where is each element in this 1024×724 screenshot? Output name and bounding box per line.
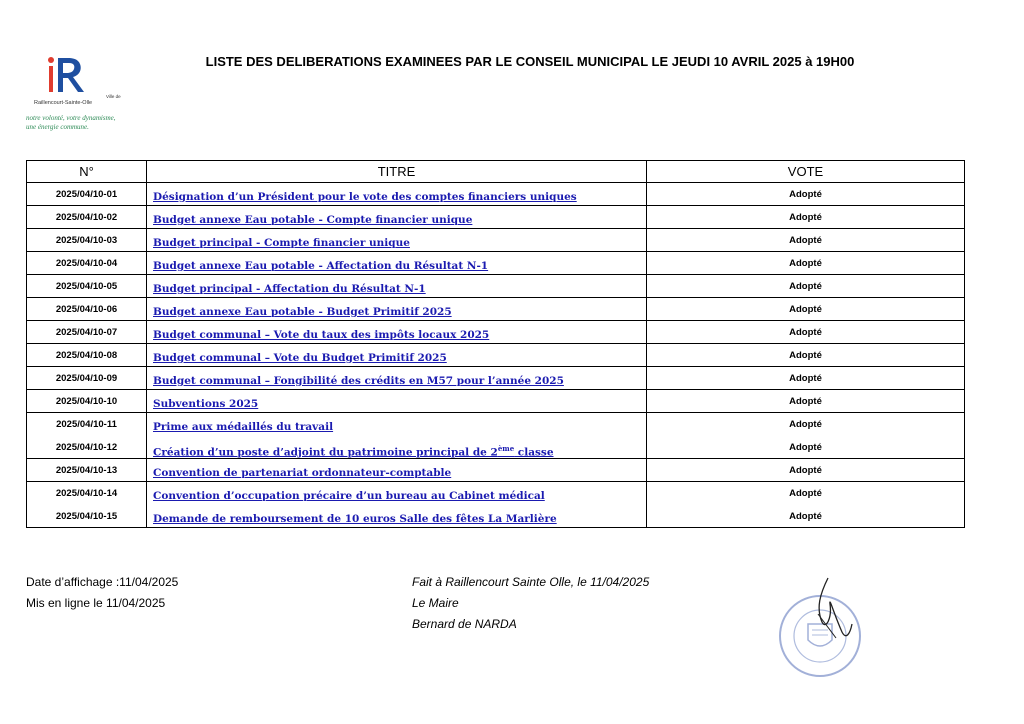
row-vote: Adopté bbox=[647, 413, 965, 436]
row-titre-link[interactable]: Budget principal - Affectation du Résultat N-1 bbox=[147, 275, 647, 298]
mairie-stamp-seal bbox=[772, 574, 892, 684]
table-row bbox=[27, 275, 965, 298]
date-affichage: Date d’affichage :11/04/2025 bbox=[26, 575, 179, 589]
row-num: 2025/04/10-04 bbox=[27, 252, 147, 275]
logo-ir-icon bbox=[40, 54, 102, 102]
date-en-ligne: Mis en ligne le 11/04/2025 bbox=[26, 596, 166, 610]
table-row bbox=[27, 390, 965, 413]
row-vote: Adopté bbox=[647, 298, 965, 321]
table-row bbox=[27, 459, 965, 482]
fait-a-line: Fait à Raillencourt Sainte Olle, le 11/04/2025 bbox=[412, 575, 650, 589]
row-titre-link[interactable]: Demande de remboursement de 10 euros Salle des fêtes La Marlière bbox=[147, 505, 647, 528]
row-num: 2025/04/10-06 bbox=[27, 298, 147, 321]
table-row bbox=[27, 229, 965, 252]
row-num: 2025/04/10-01 bbox=[27, 183, 147, 206]
table-row bbox=[27, 505, 965, 528]
row-num: 2025/04/10-12 bbox=[27, 436, 147, 459]
table-row bbox=[27, 321, 965, 344]
row-titre-link[interactable]: Budget communal – Vote du taux des impôts locaux 2025 bbox=[147, 321, 647, 344]
logo-slogan bbox=[26, 114, 156, 132]
publication-info bbox=[26, 572, 178, 614]
row-titre-link[interactable]: Convention d’occupation précaire d’un bureau au Cabinet médical bbox=[147, 482, 647, 505]
table-row bbox=[27, 436, 965, 459]
row-titre-link[interactable] bbox=[147, 436, 647, 459]
signature-block bbox=[412, 572, 649, 635]
slogan-line-1: notre volonté, votre dynamisme, bbox=[26, 114, 116, 122]
logo-ville-label: Ville de bbox=[106, 94, 121, 99]
row-titre-link[interactable]: Désignation d’un Président pour le vote des comptes financiers uniques bbox=[147, 183, 647, 206]
titre-part-a: Création d’un poste d’adjoint du patrimoine principal de 2 bbox=[153, 446, 498, 458]
row-num: 2025/04/10-15 bbox=[27, 505, 147, 528]
row-vote: Adopté bbox=[647, 390, 965, 413]
row-titre-link[interactable]: Subventions 2025 bbox=[147, 390, 647, 413]
column-header-num: N° bbox=[27, 161, 147, 183]
maire-role: Le Maire bbox=[412, 596, 459, 610]
row-num: 2025/04/10-09 bbox=[27, 367, 147, 390]
table-row bbox=[27, 367, 965, 390]
deliberations-table bbox=[26, 160, 965, 528]
table-row bbox=[27, 206, 965, 229]
row-titre-link[interactable]: Budget annexe Eau potable - Compte financier unique bbox=[147, 206, 647, 229]
row-vote: Adopté bbox=[647, 459, 965, 482]
row-vote: Adopté bbox=[647, 183, 965, 206]
logo-town-name: Raillencourt-Sainte-Olle bbox=[34, 100, 93, 106]
row-vote: Adopté bbox=[647, 275, 965, 298]
row-num: 2025/04/10-13 bbox=[27, 459, 147, 482]
row-num: 2025/04/10-03 bbox=[27, 229, 147, 252]
row-num: 2025/04/10-02 bbox=[27, 206, 147, 229]
column-header-vote: VOTE bbox=[647, 161, 965, 183]
row-num: 2025/04/10-14 bbox=[27, 482, 147, 505]
row-vote: Adopté bbox=[647, 505, 965, 528]
row-titre-link[interactable]: Prime aux médaillés du travail bbox=[147, 413, 647, 436]
row-titre-link[interactable]: Convention de partenariat ordonnateur-comptable bbox=[147, 459, 647, 482]
titre-part-b: classe bbox=[514, 446, 554, 458]
row-titre-link[interactable]: Budget annexe Eau potable - Budget Primitif 2025 bbox=[147, 298, 647, 321]
table-row bbox=[27, 252, 965, 275]
slogan-line-2: une énergie commune. bbox=[26, 123, 89, 131]
row-vote: Adopté bbox=[647, 252, 965, 275]
table-row bbox=[27, 344, 965, 367]
row-num: 2025/04/10-05 bbox=[27, 275, 147, 298]
page-title: LISTE DES DELIBERATIONS EXAMINEES PAR LE CONSEIL MUNICIPAL LE JEUDI 10 AVRIL 2025 à 19H00 bbox=[205, 54, 855, 69]
row-vote: Adopté bbox=[647, 367, 965, 390]
row-titre-link[interactable]: Budget communal – Vote du Budget Primitif 2025 bbox=[147, 344, 647, 367]
row-vote: Adopté bbox=[647, 206, 965, 229]
row-vote: Adopté bbox=[647, 344, 965, 367]
row-num: 2025/04/10-11 bbox=[27, 413, 147, 436]
table-header-row bbox=[27, 161, 965, 183]
table-row bbox=[27, 482, 965, 505]
row-vote: Adopté bbox=[647, 321, 965, 344]
row-vote: Adopté bbox=[647, 482, 965, 505]
column-header-titre: TITRE bbox=[147, 161, 647, 183]
table-row bbox=[27, 183, 965, 206]
row-titre-link[interactable]: Budget communal – Fongibilité des crédits en M57 pour l’année 2025 bbox=[147, 367, 647, 390]
row-num: 2025/04/10-07 bbox=[27, 321, 147, 344]
row-vote: Adopté bbox=[647, 436, 965, 459]
maire-name: Bernard de NARDA bbox=[412, 617, 517, 631]
row-num: 2025/04/10-08 bbox=[27, 344, 147, 367]
town-logo bbox=[26, 54, 136, 134]
table-row bbox=[27, 413, 965, 436]
table-row bbox=[27, 298, 965, 321]
row-num: 2025/04/10-10 bbox=[27, 390, 147, 413]
row-vote: Adopté bbox=[647, 229, 965, 252]
titre-superscript: ème bbox=[497, 443, 515, 453]
row-titre-link[interactable]: Budget annexe Eau potable - Affectation du Résultat N-1 bbox=[147, 252, 647, 275]
row-titre-link[interactable]: Budget principal - Compte financier unique bbox=[147, 229, 647, 252]
